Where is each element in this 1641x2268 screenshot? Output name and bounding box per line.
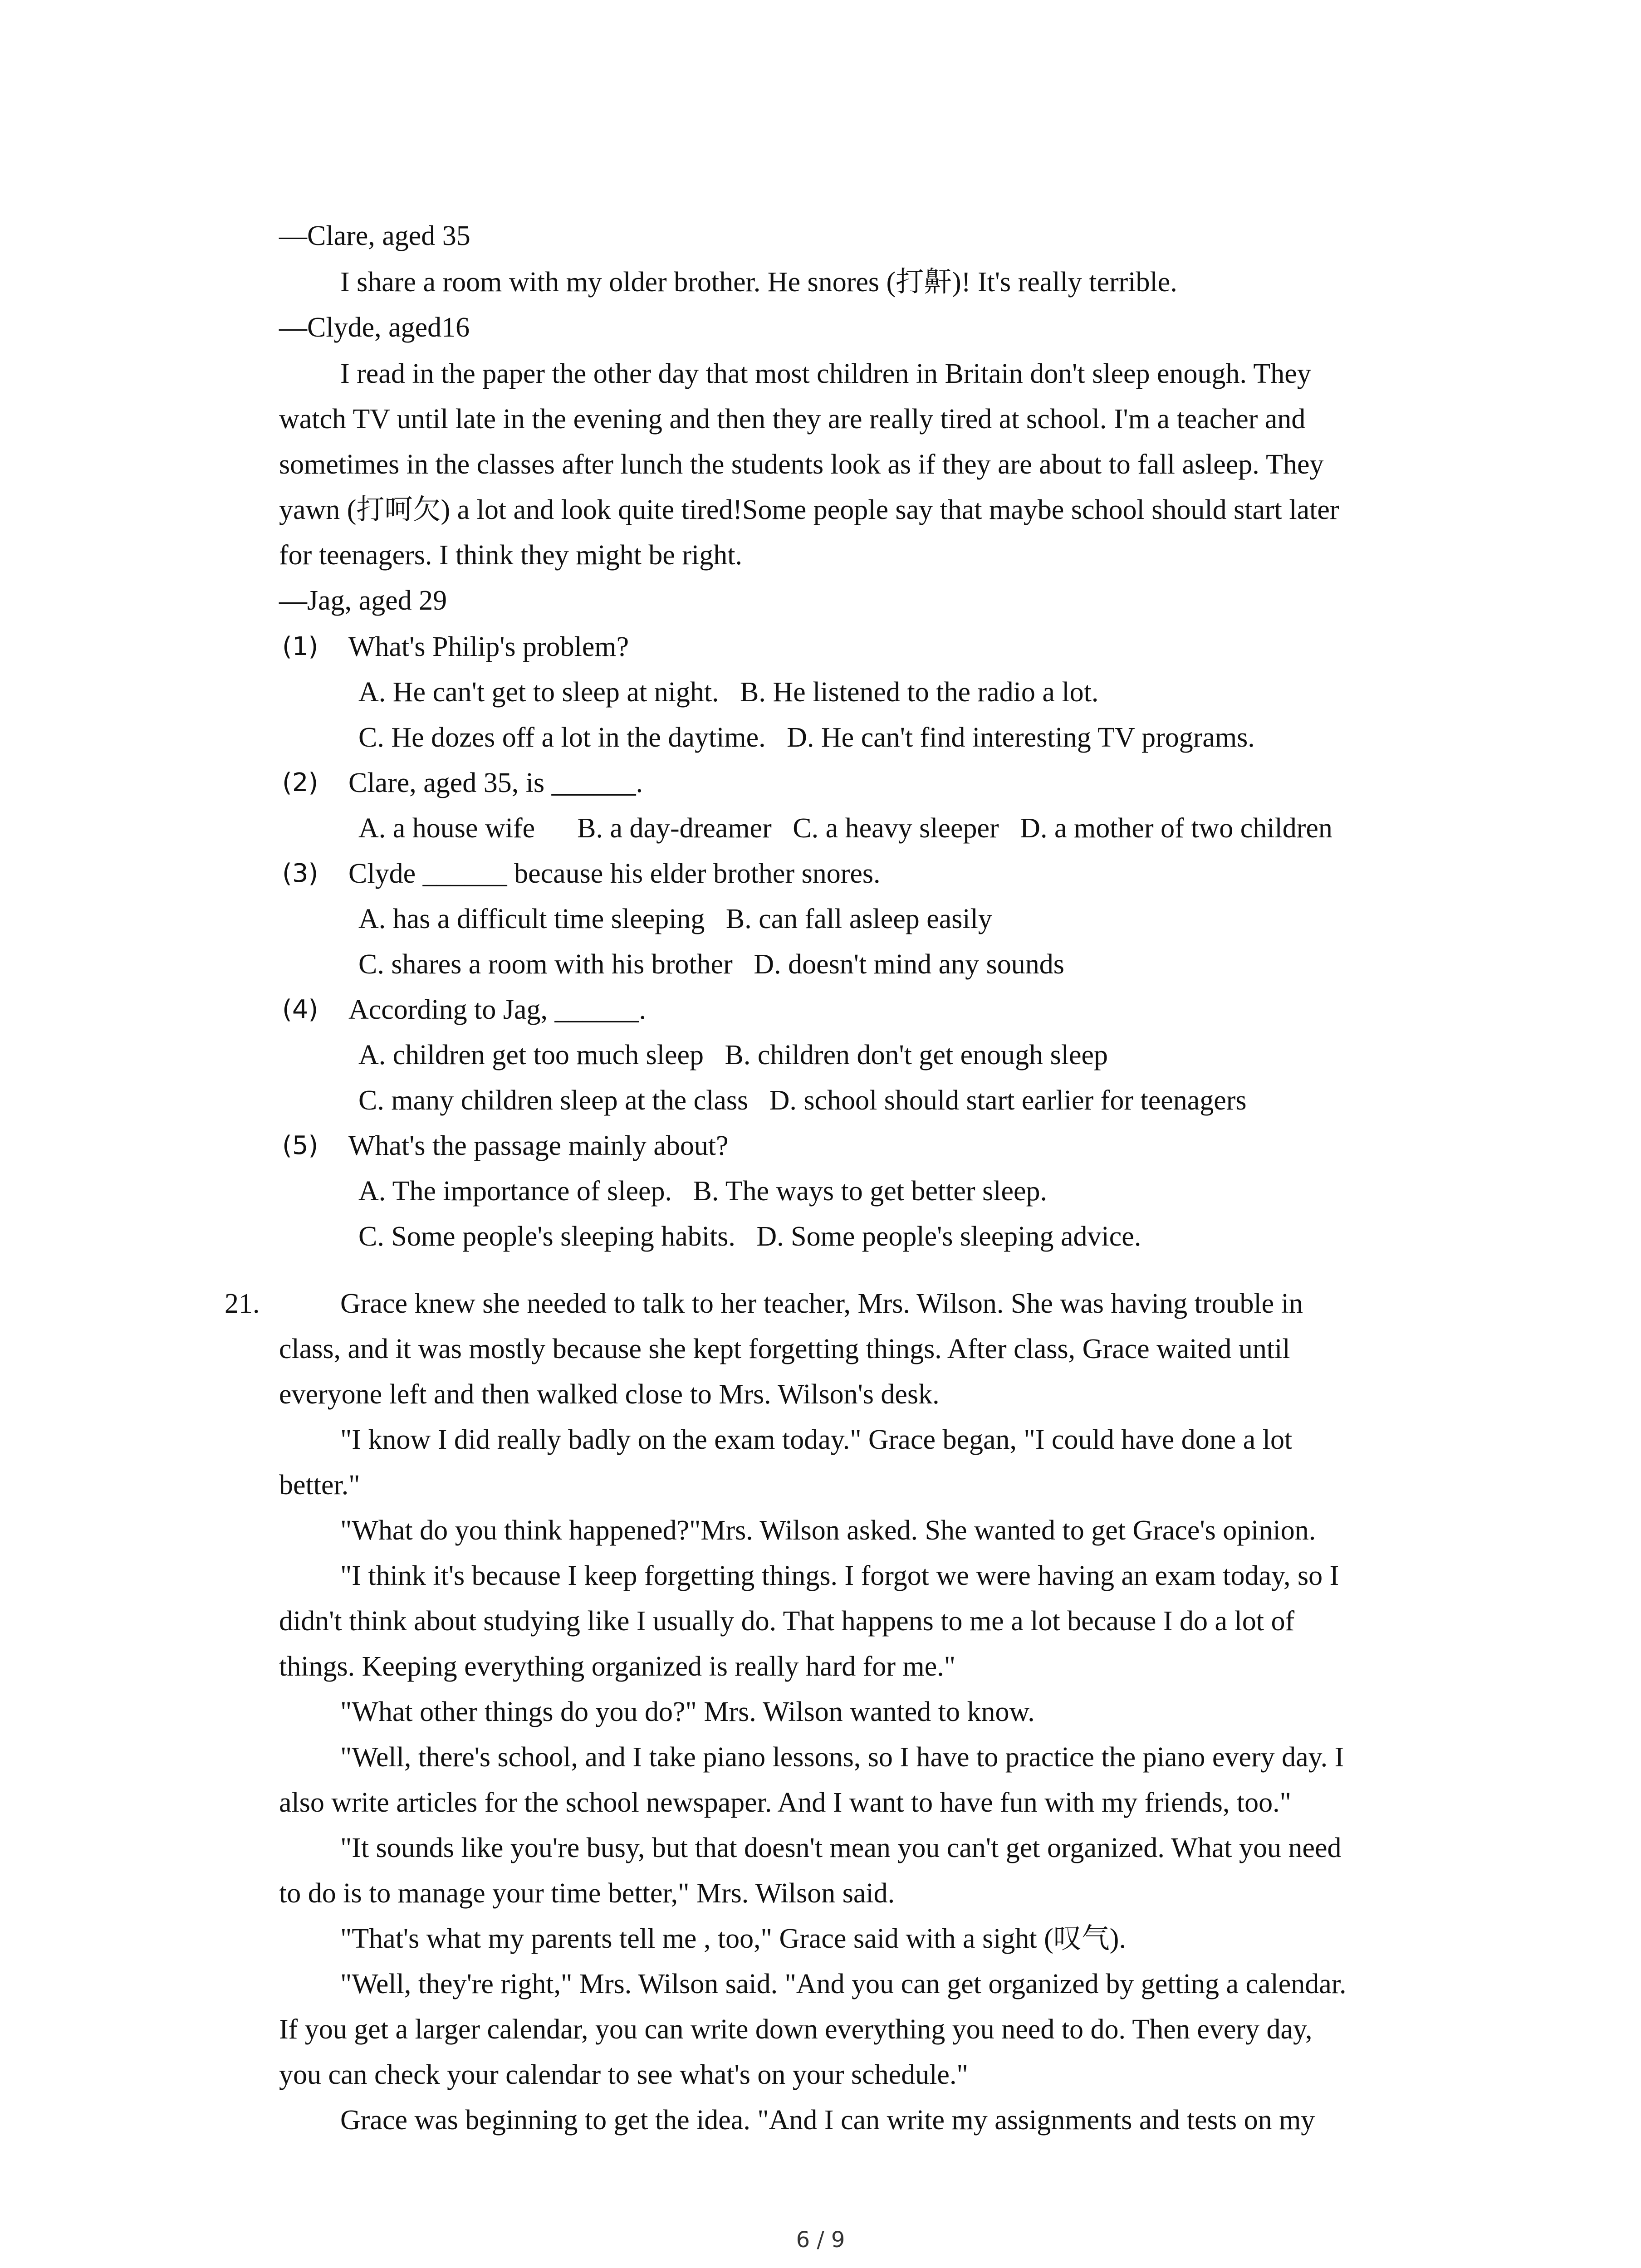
letter-jag-line: sometimes in the classes after lunch the students look as if they are about to fall asleep. They (279, 449, 1324, 480)
passage-line: "Well, there's school, and I take piano lessons, so I have to practice the piano every day. I (340, 1742, 1344, 1773)
letter-jag-line: watch TV until late in the evening and then they are really tired at school. I'm a teacher and (279, 404, 1306, 435)
letter-jag-line: I read in the paper the other day that most children in Britain don't sleep enough. They (340, 358, 1311, 389)
passage-line: "What other things do you do?" Mrs. Wilson wanted to know. (340, 1696, 1035, 1727)
passage-line: didn't think about studying like I usually do. That happens to me a lot because I do a lot of (279, 1606, 1295, 1637)
passage-line: "I think it's because I keep forgetting things. I forgot we were having an exam today, so I (340, 1560, 1339, 1591)
passage-line: better." (279, 1470, 360, 1501)
letter-jag-line: for teenagers. I think they might be right. (279, 540, 743, 571)
question-text: According to Jag, ______. (348, 994, 647, 1025)
question-options: A. children get too much sleep B. children don't get enough sleep (358, 1040, 1108, 1070)
signature-clyde: —Clyde, aged16 (279, 312, 470, 343)
question-number: (3) (282, 859, 318, 888)
letter-clyde: I share a room with my older brother. He snores (打鼾)! It's really terrible. (340, 267, 1177, 298)
question-options: A. The importance of sleep. B. The ways to get better sleep. (358, 1176, 1048, 1207)
passage-line: things. Keeping everything organized is really hard for me." (279, 1651, 956, 1682)
passage-line: If you get a larger calendar, you can write down everything you need to do. Then every day, (279, 2014, 1313, 2045)
question-options: A. has a difficult time sleeping B. can fall asleep easily (358, 904, 992, 934)
passage-line: Grace was beginning to get the idea. "And I can write my assignments and tests on my (340, 2105, 1315, 2136)
question-text: What's the passage mainly about? (348, 1130, 729, 1161)
passage-number: 21. (225, 1288, 260, 1319)
question-options: A. He can't get to sleep at night. B. He listened to the radio a lot. (358, 677, 1099, 708)
passage-line: to do is to manage your time better," Mrs. Wilson said. (279, 1878, 895, 1909)
signature-jag: —Jag, aged 29 (279, 585, 447, 616)
passage-line: "That's what my parents tell me , too," Grace said with a sight (叹气). (340, 1923, 1126, 1954)
question-number: (2) (282, 768, 318, 797)
question-options: C. shares a room with his brother D. doesn't mind any sounds (358, 949, 1064, 980)
question-text: Clare, aged 35, is ______. (348, 767, 643, 798)
passage-line: class, and it was mostly because she kept forgetting things. After class, Grace waited until (279, 1334, 1290, 1364)
question-number: (4) (282, 995, 318, 1024)
question-options: A. a house wife B. a day-dreamer C. a heavy sleeper D. a mother of two children (358, 813, 1332, 844)
passage-line: "Well, they're right," Mrs. Wilson said. "And you can get organized by getting a calendar. (340, 1969, 1347, 1999)
passage-line: Grace knew she needed to talk to her teacher, Mrs. Wilson. She was having trouble in (340, 1288, 1303, 1319)
question-number: (5) (282, 1131, 318, 1160)
question-options: C. many children sleep at the class D. school should start earlier for teenagers (358, 1085, 1247, 1116)
question-number: (1) (282, 632, 318, 661)
signature-clare: —Clare, aged 35 (279, 220, 470, 251)
question-options: C. He dozes off a lot in the daytime. D. He can't find interesting TV programs. (358, 722, 1255, 753)
question-text: What's Philip's problem? (348, 631, 629, 662)
page-number: 6 / 9 (796, 2227, 845, 2253)
letter-jag-line: yawn (打呵欠) a lot and look quite tired!Some people say that maybe school should start later (279, 494, 1339, 525)
passage-line: also write articles for the school newspaper. And I want to have fun with my friends, too." (279, 1787, 1291, 1818)
question-options: C. Some people's sleeping habits. D. Some people's sleeping advice. (358, 1221, 1141, 1252)
passage-line: everyone left and then walked close to Mrs. Wilson's desk. (279, 1379, 940, 1410)
passage-line: "What do you think happened?"Mrs. Wilson asked. She wanted to get Grace's opinion. (340, 1515, 1316, 1546)
passage-line: you can check your calendar to see what's on your schedule." (279, 2059, 968, 2090)
question-text: Clyde ______ because his elder brother snores. (348, 858, 881, 889)
passage-line: "It sounds like you're busy, but that doesn't mean you can't get organized. What you need (340, 1833, 1342, 1863)
passage-line: "I know I did really badly on the exam today." Grace began, "I could have done a lot (340, 1424, 1293, 1455)
